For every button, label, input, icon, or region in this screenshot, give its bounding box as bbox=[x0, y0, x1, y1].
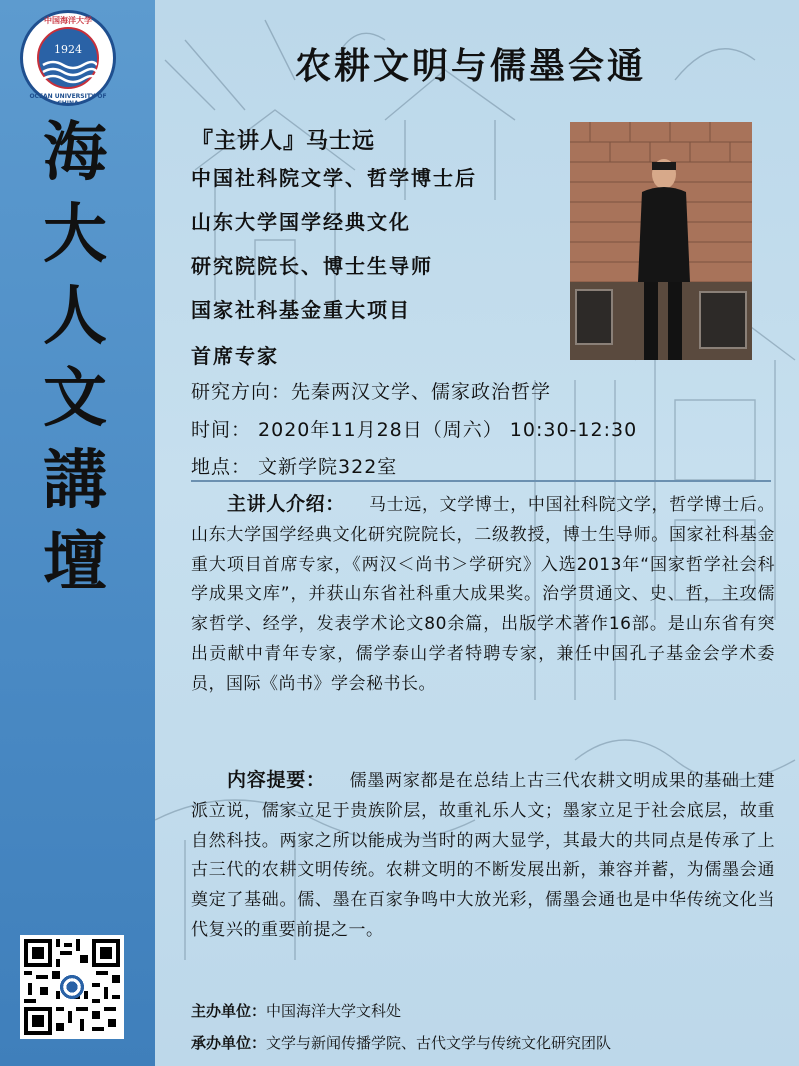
series-char: 大 bbox=[43, 197, 107, 272]
speaker-photo bbox=[570, 122, 752, 360]
section-divider bbox=[191, 480, 771, 482]
logo-year: 1924 bbox=[54, 43, 82, 56]
host-unit bbox=[191, 1000, 401, 1021]
credential-line: 中国社科院文学、哲学博士后 bbox=[191, 166, 477, 190]
organizer-unit bbox=[191, 1032, 611, 1053]
organizer-label: 承办单位： bbox=[191, 1034, 267, 1052]
wave-icon bbox=[39, 57, 97, 87]
credential-line: 首席专家 bbox=[191, 344, 279, 368]
lecture-title: 农耕文明与儒墨会通 bbox=[295, 45, 647, 87]
left-sidebar bbox=[0, 0, 155, 1066]
intro-label: 主讲人介绍： bbox=[227, 493, 345, 515]
credential-line: 山东大学国学经典文化 bbox=[191, 210, 411, 234]
speaker-intro bbox=[191, 490, 775, 700]
logo-cn-text: 中国海洋大学 bbox=[44, 16, 92, 25]
series-char: 人 bbox=[43, 279, 107, 354]
speaker-name: 『主讲人』马士远 bbox=[191, 129, 376, 154]
summary-text: 儒墨两家都是在总结上古三代农耕文明成果的基础上建派立说，儒家立足于贵族阶层，故重礼乐人文；墨家立足于社会底层，故重自然科技。两家之所以能成为当时的两大显学，其最大的共同点是传承了上古三代的农耕文明传统。农耕文明的不断发展出新，兼容并蓄，为儒墨会通奠定了基础。儒、墨在百家争鸣中大放光彩，儒墨会通也是中华传统文化当代复兴的重要前提之一。 bbox=[191, 771, 775, 940]
main-panel bbox=[155, 0, 799, 1066]
credential-line: 国家社科基金重大项目 bbox=[191, 298, 411, 322]
university-logo bbox=[20, 10, 116, 106]
credential-line: 研究院院长、博士生导师 bbox=[191, 254, 433, 278]
series-title bbox=[30, 112, 120, 604]
series-char: 講 bbox=[43, 443, 107, 518]
qr-code bbox=[20, 935, 124, 1039]
event-time: 时间： 2020年11月28日（周六） 10:30-12:30 bbox=[191, 419, 638, 441]
content-summary bbox=[191, 766, 775, 946]
series-char: 海 bbox=[43, 115, 107, 190]
host-value: 中国海洋大学文科处 bbox=[266, 1002, 402, 1020]
summary-label: 内容提要： bbox=[227, 769, 326, 791]
intro-text: 马士远，文学博士，中国社科院文学，哲学博士后。山东大学国学经典文化研究院院长，二级教授，博士生导师。国家社科基金重大项目首席专家，《两汉＜尚书＞学研究》入选2013年“国家哲学社会科学成果文库”，并获山东省社科重大成果奖。治学贯通文、史、哲，主攻儒家哲学、经学，发表学术论文80余篇，出版学术著作16部。是山东省有突出贡献中青年专家，儒学泰山学者特聘专家，兼任中国孔子基金会学术委员，国际《尚书》学会秘书长。 bbox=[191, 495, 775, 694]
host-label: 主办单位： bbox=[191, 1002, 267, 1020]
organizer-value: 文学与新闻传播学院、古代文学与传统文化研究团队 bbox=[266, 1034, 612, 1052]
logo-emblem bbox=[37, 27, 99, 89]
series-char: 壇 bbox=[43, 525, 107, 600]
series-char: 文 bbox=[43, 361, 107, 436]
logo-en-text: OCEAN UNIVERSITY OF CHINA bbox=[29, 93, 107, 107]
event-place: 地点： 文新学院322室 bbox=[191, 456, 398, 478]
research-direction: 研究方向：先秦两汉文学、儒家政治哲学 bbox=[191, 381, 552, 403]
